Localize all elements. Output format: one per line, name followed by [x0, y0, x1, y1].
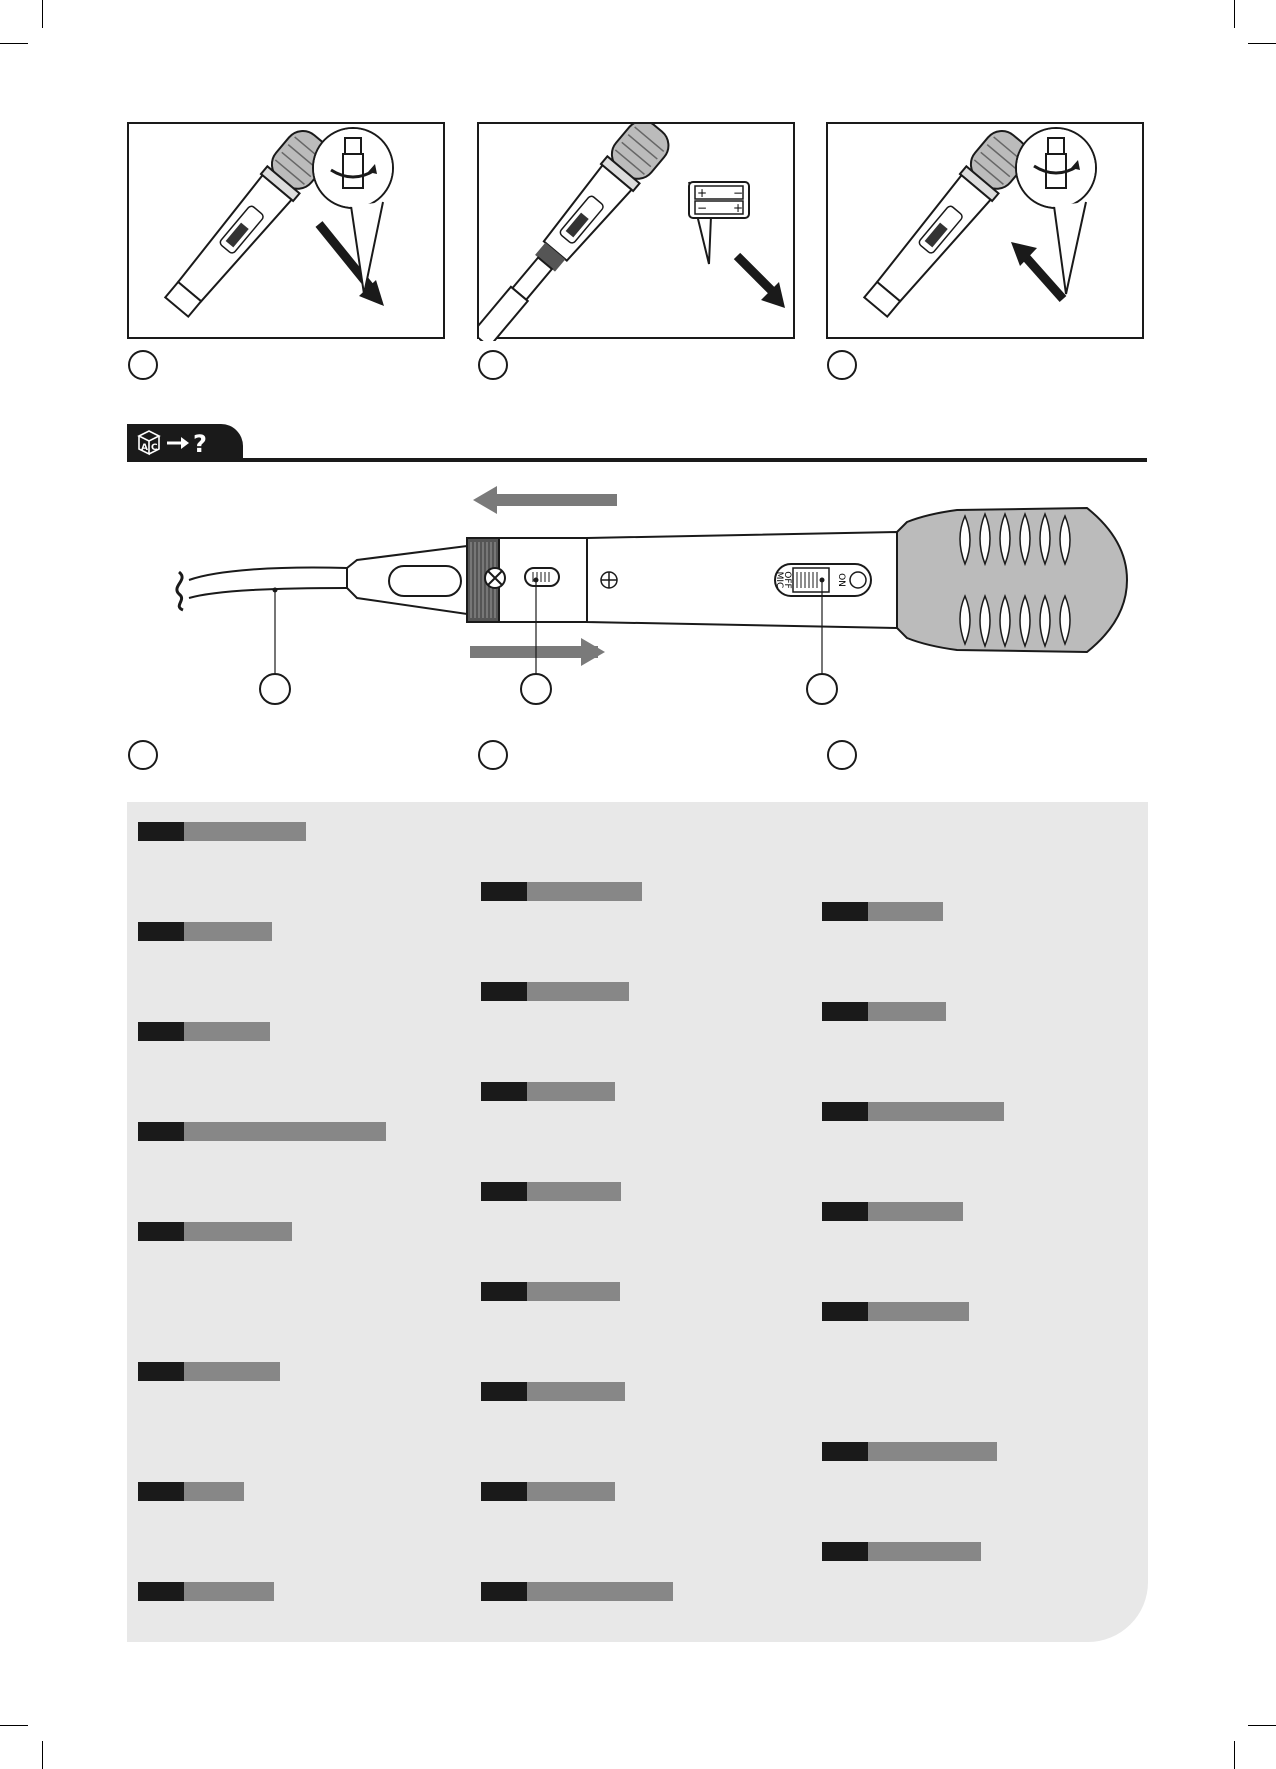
- arrow-right-icon: [470, 646, 598, 658]
- language-name-bar: [527, 1082, 615, 1101]
- language-name-bar: [527, 1382, 625, 1401]
- language-code-bar: [481, 1582, 527, 1601]
- language-code-bar: [822, 1302, 868, 1321]
- language-entry: [138, 1582, 274, 1601]
- crop-mark: [42, 0, 43, 28]
- battery-minus-sign: −: [697, 201, 708, 215]
- language-code-bar: [138, 1582, 184, 1601]
- crop-mark: [0, 43, 28, 44]
- item-number-1: [128, 740, 158, 770]
- mic-open-illustration: [129, 124, 447, 341]
- language-entry: [481, 1282, 620, 1301]
- language-entry: [481, 882, 642, 901]
- language-name-bar: [868, 902, 943, 921]
- switch-off-label: OFF: [782, 571, 792, 589]
- language-entry: [138, 1122, 386, 1141]
- language-code-bar: [822, 1202, 868, 1221]
- step-panel-1: [127, 122, 445, 339]
- language-code-bar: [822, 1542, 868, 1561]
- step-panel-2: [477, 122, 795, 339]
- language-code-bar: [138, 1022, 184, 1041]
- language-code-bar: [481, 1082, 527, 1101]
- svg-text:C: C: [151, 443, 158, 453]
- language-name-bar: [527, 1182, 621, 1201]
- language-entry: [138, 922, 272, 941]
- language-name-bar: [868, 1002, 946, 1021]
- svg-text:A: A: [141, 443, 148, 453]
- language-name-bar: [184, 922, 272, 941]
- svg-text:?: ?: [193, 430, 207, 458]
- language-name-bar: [184, 1122, 386, 1141]
- switch-on-label: ON: [836, 573, 846, 587]
- language-code-bar: [138, 1362, 184, 1381]
- language-code-bar: [822, 1102, 868, 1121]
- battery-minus-sign: −: [733, 186, 744, 200]
- language-code-bar: [481, 1282, 527, 1301]
- crop-mark: [0, 1725, 28, 1726]
- language-entry: [138, 1362, 280, 1381]
- language-entry: [822, 1102, 1004, 1121]
- language-entry: [138, 1022, 270, 1041]
- language-code-bar: [822, 1002, 868, 1021]
- language-entry: [138, 822, 306, 841]
- step-number-2: [478, 350, 508, 380]
- language-entry: [481, 1182, 621, 1201]
- language-name-bar: [527, 882, 642, 901]
- language-panel: [127, 802, 1148, 1642]
- language-name-bar: [184, 822, 306, 841]
- language-code-bar: [481, 1482, 527, 1501]
- language-name-bar: [184, 1362, 280, 1381]
- language-code-bar: [138, 922, 184, 941]
- section-header-tab: [127, 424, 243, 460]
- language-name-bar: [868, 1442, 997, 1461]
- language-entry: [822, 1202, 963, 1221]
- language-name-bar: [527, 1282, 620, 1301]
- language-code-bar: [481, 982, 527, 1001]
- language-code-bar: [138, 1222, 184, 1241]
- language-entry: [822, 1542, 981, 1561]
- battery-insert-illustration: [479, 124, 797, 341]
- language-code-bar: [481, 1182, 527, 1201]
- language-code-bar: [481, 1382, 527, 1401]
- language-name-bar: [868, 1302, 969, 1321]
- crop-mark: [1234, 1741, 1235, 1769]
- microphone-parts-diagram: [127, 480, 1148, 730]
- callout-circle-cable: [260, 674, 290, 704]
- language-entry: [481, 1082, 615, 1101]
- language-name-bar: [184, 1582, 274, 1601]
- language-code-bar: [138, 1482, 184, 1501]
- callout-circle-ring: [521, 674, 551, 704]
- language-name-bar: [184, 1482, 244, 1501]
- language-code-bar: [138, 1122, 184, 1141]
- item-number-2: [478, 740, 508, 770]
- language-name-bar: [184, 1222, 292, 1241]
- abc-to-question-icon: [127, 424, 243, 460]
- language-name-bar: [868, 1102, 1004, 1121]
- battery-plus-sign: +: [697, 186, 708, 200]
- language-entry: [481, 1382, 625, 1401]
- language-code-bar: [822, 902, 868, 921]
- step-number-3: [827, 350, 857, 380]
- item-number-3: [827, 740, 857, 770]
- crop-mark: [1234, 0, 1235, 28]
- language-code-bar: [481, 882, 527, 901]
- language-code-bar: [822, 1442, 868, 1461]
- language-entry: [138, 1482, 244, 1501]
- language-entry: [822, 1302, 969, 1321]
- step-number-1: [128, 350, 158, 380]
- crop-mark: [1248, 43, 1276, 44]
- crop-mark: [42, 1741, 43, 1769]
- language-entry: [481, 1582, 673, 1601]
- language-entry: [822, 1002, 946, 1021]
- language-name-bar: [868, 1542, 981, 1561]
- callout-circle-switch: [807, 674, 837, 704]
- language-entry: [138, 1222, 292, 1241]
- language-entry: [822, 1442, 997, 1461]
- language-name-bar: [527, 1582, 673, 1601]
- battery-plus-sign: +: [733, 201, 744, 215]
- language-code-bar: [138, 822, 184, 841]
- arrow-left-icon: [487, 494, 617, 506]
- switch-mic-label: MIC: [774, 571, 784, 589]
- mic-close-illustration: [828, 124, 1146, 341]
- crop-mark: [1248, 1725, 1276, 1726]
- language-name-bar: [184, 1022, 270, 1041]
- language-name-bar: [527, 982, 629, 1001]
- section-rule: [127, 458, 1147, 462]
- language-name-bar: [868, 1202, 963, 1221]
- step-panel-3: [826, 122, 1144, 339]
- language-entry: [481, 982, 629, 1001]
- language-name-bar: [527, 1482, 615, 1501]
- language-entry: [481, 1482, 615, 1501]
- language-entry: [822, 902, 943, 921]
